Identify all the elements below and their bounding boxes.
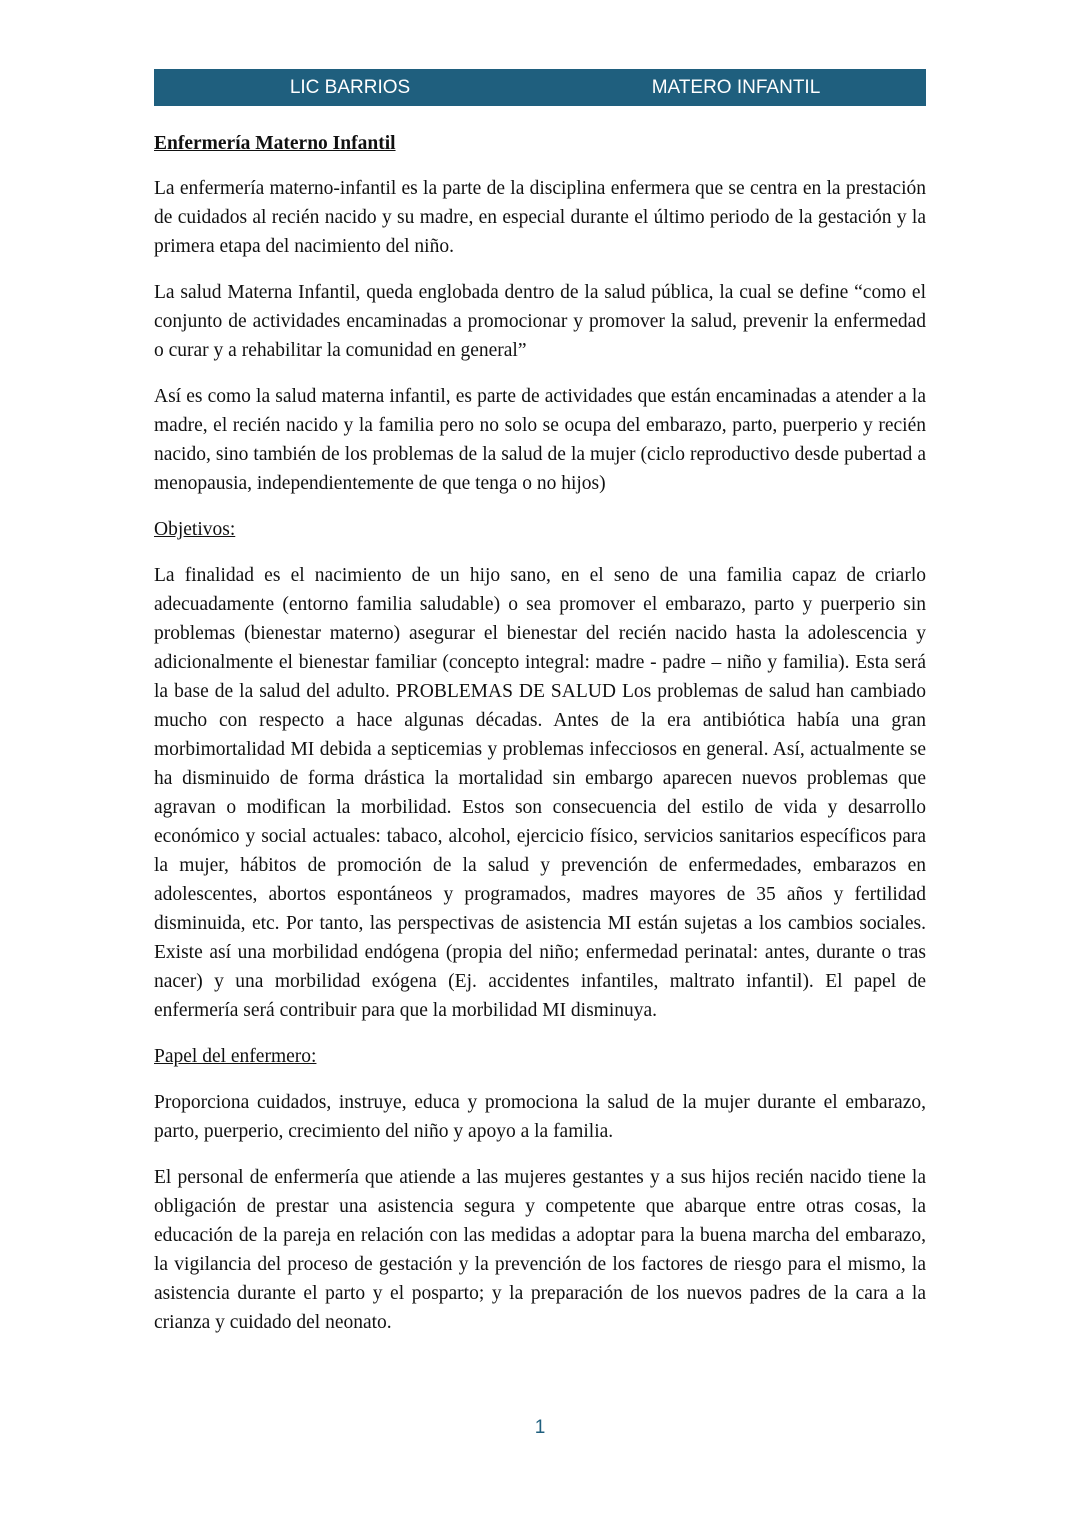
paragraph-definition: La enfermería materno-infantil es la parte de la disciplina enfermera que se centra en la prestación de cuidados al recién nacido y su madre, en especial durante el último periodo de la gestación y la primera etapa del nacimiento del niño. xyxy=(154,178,926,257)
document-title: Enfermería Materno Infantil xyxy=(154,133,396,154)
paragraph-objectives: La finalidad es el nacimiento de un hijo sano, en el seno de una familia capaz de criarlo adecuadamente (entorno familia saludable) o sea promover el embarazo, parto y puerperio sin problemas (bienestar materno) asegurar el bienestar del recién nacido hasta la adolescencia y adicionalmente el bienestar familiar (concepto integral: madre - padre – niño y familia). Esta será la base de la salud del adulto. PROBLEMAS DE SALUD Los problemas de salud han cambiado mucho con respecto a hace algunas décadas. Antes de la era antibiótica había una gran morbimortalidad MI debida a septicemias y problemas infecciosos en general. Así, actualmente se ha disminuido de forma drástica la mortalidad sin embargo aparecen nuevos problemas que agravan o modifican la morbilidad. Estos son consecuencia del estilo de vida y desarrollo económico y social actuales: tabaco, alcohol, ejercicio físico, servicios sanitarios específicos para la mujer, hábitos de promoción de la salud y prevención de enfermedades, embarazos en adolescentes, abortos espontáneos y programados, madres mayores de 35 años y fertilidad disminuida, etc. Por tanto, las perspectivas de asistencia MI están sujetas a los cambios sociales. Existe así una morbilidad endógena (propia del niño; enfermedad perinatal: antes, durante o tras nacer) y una morbilidad exógena (Ej. accidentes infantiles, maltrato infantil). El papel de enfermería será contribuir para que la morbilidad MI disminuya. xyxy=(154,565,926,1021)
header-author: LIC BARRIOS xyxy=(289,77,411,98)
paragraph-staff-duties: El personal de enfermería que atiende a las mujeres gestantes y a sus hijos recién nacido tiene la obligación de prestar una asistencia segura y competente que abarque entre otras cosas, la educación de la pareja en relación con las medidas a adoptar para la buena marcha del embarazo, la vigilancia del proceso de gestación y la prevención de los factores de riesgo para el mismo, la asistencia durante el parto y el posparto; y la preparación de los nuevos padres de la cara a la crianza y cuidado del neonato. xyxy=(154,1167,926,1333)
role-heading: Papel del enfermero: xyxy=(154,1046,317,1067)
objectives-heading: Objetivos: xyxy=(154,519,236,540)
header-subject: MATERO INFANTIL xyxy=(651,77,821,98)
paragraph-scope: Así es como la salud materna infantil, es parte de actividades que están encaminadas a atender a la madre, el recién nacido y la familia pero no solo se ocupa del embarazo, parto, puerperio y recién nacido, sino también de los problemas de la salud de la mujer (ciclo reproductivo desde pubertad a menopausia, independientemente de que tenga o no hijos) xyxy=(154,386,926,494)
page-header xyxy=(154,69,926,106)
page-number: 1 xyxy=(534,1417,546,1438)
paragraph-public-health: La salud Materna Infantil, queda englobada dentro de la salud pública, la cual se define “como el conjunto de actividades encaminadas a promocionar y promover la salud, prevenir la enfermedad o curar y a rehabilitar la comunidad en general” xyxy=(154,282,926,361)
paragraph-role: Proporciona cuidados, instruye, educa y promociona la salud de la mujer durante el embarazo, parto, puerperio, crecimiento del niño y apoyo a la familia. xyxy=(154,1092,926,1142)
document-body xyxy=(154,129,926,1354)
